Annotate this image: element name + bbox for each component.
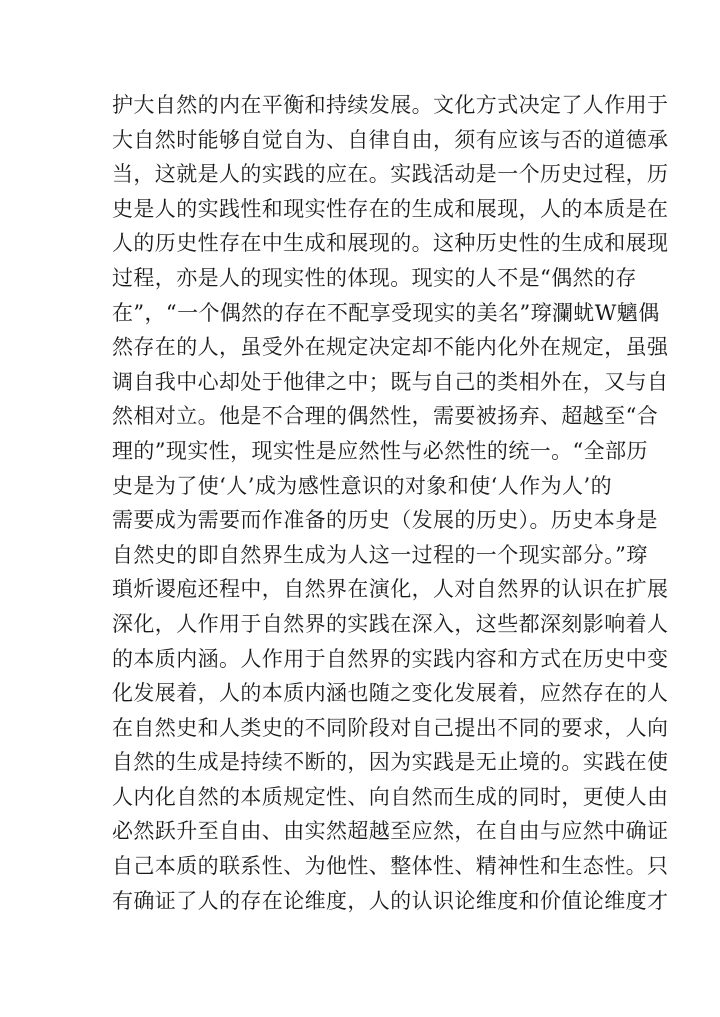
text-line: 在自然史和人类史的不同阶段对自己提出不同的要求，人向 bbox=[112, 715, 669, 740]
text-line: 大自然时能够自觉自为、自律自由，须有应该与否的道德承 bbox=[112, 127, 669, 152]
text-line: 人内化自然的本质规定性、向自然而生成的同时，更使人由 bbox=[112, 784, 669, 809]
text-line: 自然史的即自然界生成为人这一过程的一个现实部分。”瑏 bbox=[112, 542, 648, 567]
text-line: 的本质内涵。人作用于自然界的实践内容和方式在历史中变 bbox=[112, 646, 669, 671]
text-line: 护大自然的内在平衡和持续发展。文化方式决定了人作用于 bbox=[112, 93, 669, 117]
text-line: 在”，“一个偶然的存在不配享受现实的美名”瑏瀾蚘W魑偶 bbox=[112, 300, 660, 325]
text-line: 化发展着，人的本质内涵也随之变化发展着，应然存在的人 bbox=[112, 681, 669, 706]
text-line: 瑣炘谡庖还程中，自然界在演化，人对自然界的认识在扩展 bbox=[112, 577, 669, 602]
text-line: 然存在的人，虽受外在规定决定却不能内化外在规定，虽强 bbox=[112, 335, 669, 360]
text-line: 然相对立。他是不合理的偶然性，需要被扬弃、超越至“合 bbox=[112, 404, 659, 429]
text-line: 深化，人作用于自然界的实践在深入，这些都深刻影响着人 bbox=[112, 611, 669, 636]
text-line: 自然的生成是持续不断的，因为实践是无止境的。实践在使 bbox=[112, 750, 669, 775]
text-line: 需要成为需要而作准备的历史（发展的历史）。历史本身是 bbox=[112, 508, 658, 533]
text-line: 史是为了使‘人’成为感性意识的对象和使‘人作为人’的 bbox=[112, 473, 612, 498]
text-line: 史是人的实践性和现实性存在的生成和展现，人的本质是在 bbox=[112, 196, 669, 221]
text-line: 有确证了人的存在论维度，人的认识论维度和价值论维度才 bbox=[112, 888, 669, 913]
text-line: 人的历史性存在中生成和展现的。这种历史性的生成和展现 bbox=[112, 231, 669, 256]
text-line: 当，这就是人的实践的应在。实践活动是一个历史过程，历 bbox=[112, 162, 669, 187]
text-line: 自己本质的联系性、为他性、整体性、精神性和生态性。只 bbox=[112, 854, 669, 879]
text-line: 理的”现实性，现实性是应然性与必然性的统一。“全部历 bbox=[112, 438, 648, 463]
text-line: 过程，亦是人的现实性的体现。现实的人不是“偶然的存 bbox=[112, 265, 637, 290]
body-text bbox=[112, 88, 669, 918]
text-line: 调自我中心却处于他律之中；既与自己的类相外在，又与自 bbox=[112, 369, 669, 394]
text-line: 必然跃升至自由、由实然超越至应然，在自由与应然中确证 bbox=[112, 819, 669, 844]
